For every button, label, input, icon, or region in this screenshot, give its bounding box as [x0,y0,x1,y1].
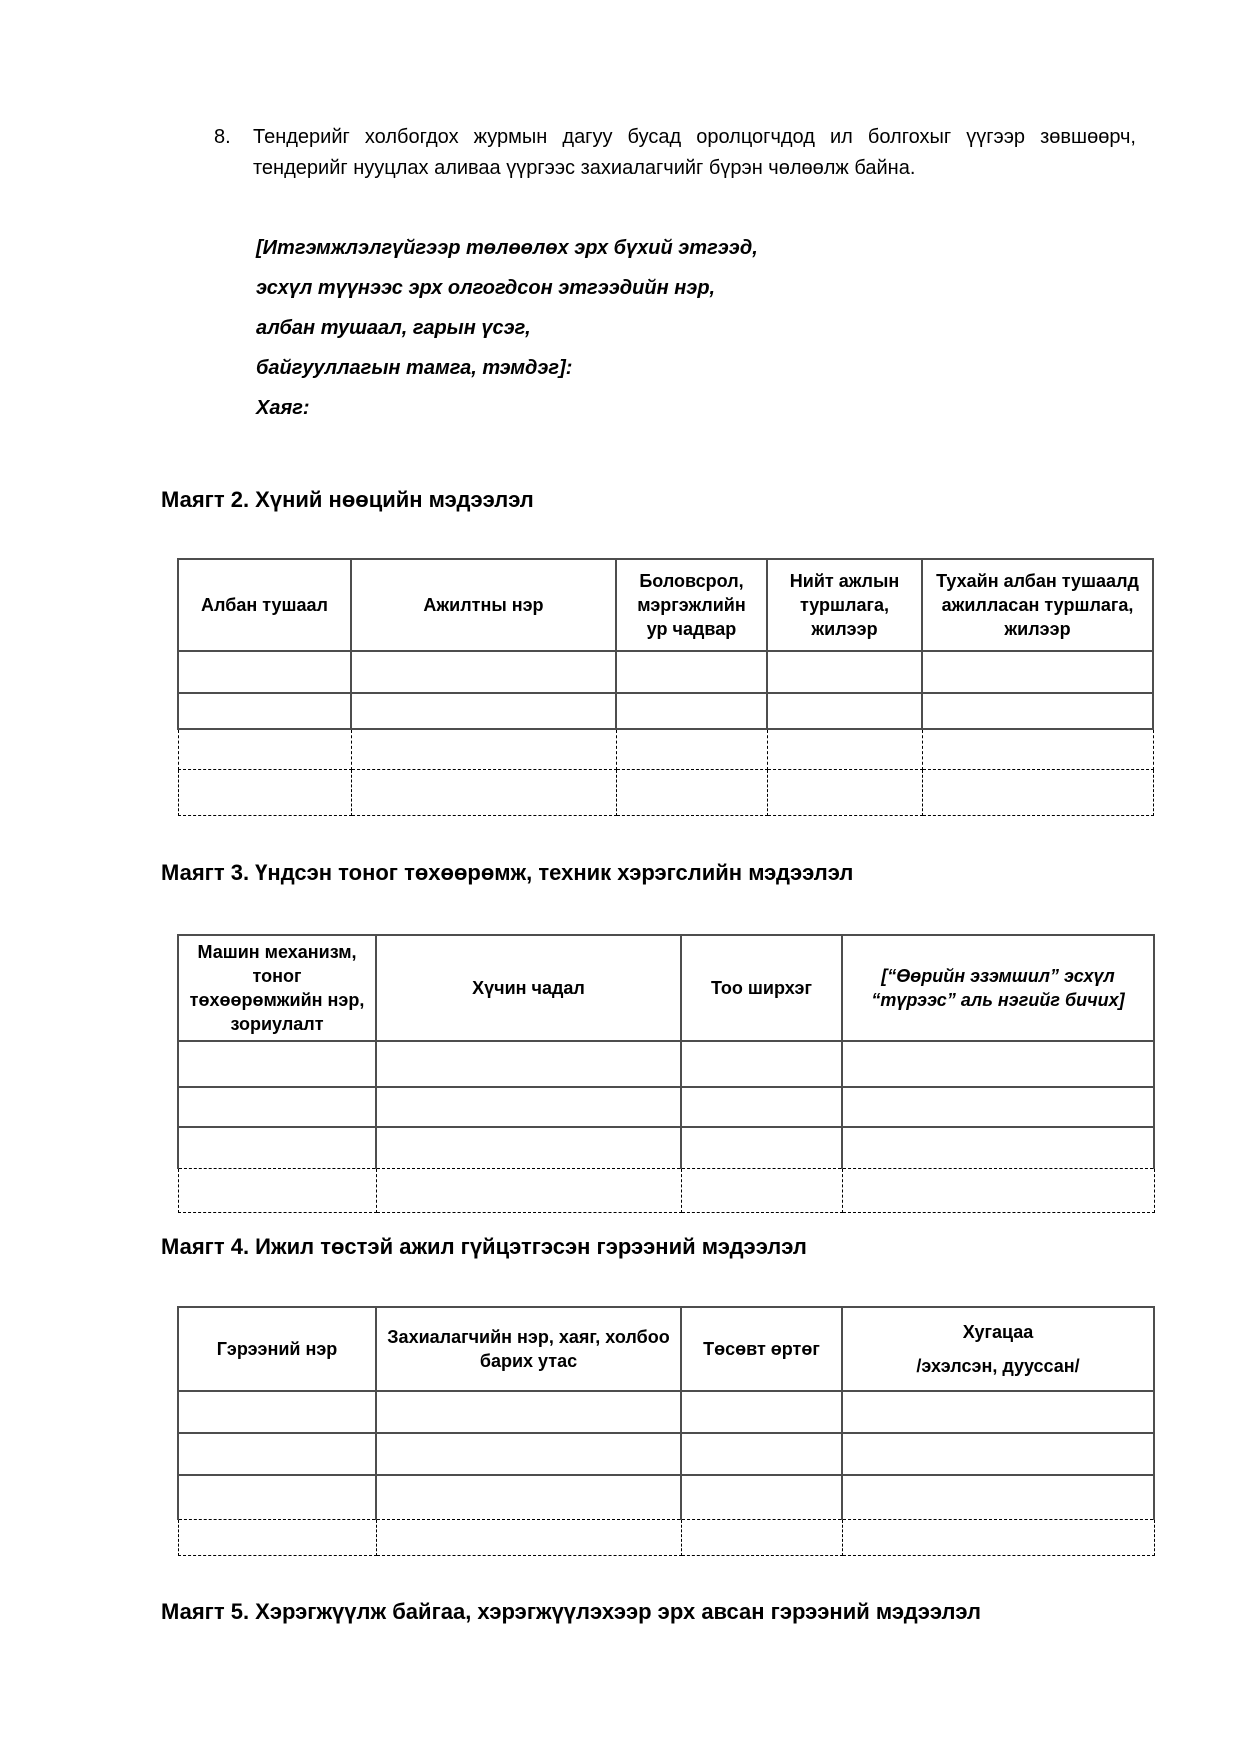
form3-header-capacity: Хүчин чадал [376,935,681,1041]
form2-empty-row [178,651,1153,693]
empty-cell [376,1475,681,1519]
empty-cell [178,729,351,769]
empty-cell [922,651,1153,693]
form3-header-ownership: [“Өөрийн эзэмшил” эсхүл “түрээс” аль нэгийг бичих] [842,935,1154,1041]
clause-number: 8. [214,126,231,148]
form2-header-total-experience: Нийт ажлын туршлага, жилээр [767,559,922,651]
empty-cell [842,1127,1154,1168]
empty-cell [178,693,351,729]
empty-cell [376,1391,681,1433]
empty-cell [681,1433,842,1475]
form4-header-contract-name: Гэрээний нэр [178,1307,376,1391]
empty-cell [376,1041,681,1087]
form4-header-duration [842,1307,1154,1391]
form3-empty-row [178,1087,1154,1127]
form4-table [177,1306,1155,1556]
empty-cell [681,1391,842,1433]
empty-cell [842,1391,1154,1433]
empty-cell [681,1127,842,1168]
empty-cell [842,1041,1154,1087]
empty-cell [178,769,351,815]
form4-header-budget: Төсөвт өртөг [681,1307,842,1391]
empty-cell [376,1127,681,1168]
form2-header-education: Боловсрол, мэргэжлийн ур чадвар [616,559,767,651]
form4-empty-row [178,1391,1154,1433]
empty-cell [681,1168,842,1212]
signature-line: эсхүл түүнээс эрх олгогдсон этгээдийн нэр, [256,277,716,299]
form2-header-position: Албан тушаал [178,559,351,651]
empty-cell [767,729,922,769]
empty-cell [681,1041,842,1087]
empty-cell [376,1168,681,1212]
clause-text: Тендерийг холбогдох журмын дагуу бусад оролцогчдод ил болгохыг үүгээр зөвшөөрч, тендерийг нууцлах аливаа үүргээс захиалагчийг бүрэн чөлөөлж байна. [253,126,1136,179]
form4-header-duration-title: Хугацаа [962,1322,1034,1342]
signature-block [256,228,956,428]
empty-cell [842,1087,1154,1127]
form3-table [177,934,1155,1213]
empty-cell [376,1519,681,1555]
form4-header-row [178,1307,1154,1391]
empty-cell [178,1041,376,1087]
empty-cell [178,651,351,693]
empty-cell [767,651,922,693]
empty-cell [351,651,616,693]
empty-cell [922,729,1153,769]
empty-cell [376,1087,681,1127]
heading-form4: Маягт 4. Ижил төстэй ажил гүйцэтгэсэн гэрээний мэдээлэл [161,1234,807,1259]
empty-cell [178,1087,376,1127]
form4-empty-row-dashed [178,1519,1154,1555]
form2-empty-row [178,693,1153,729]
empty-cell [178,1391,376,1433]
heading-form5: Маягт 5. Хэрэгжүүлж байгаа, хэрэгжүүлэхээр эрх авсан гэрээний мэдээлэл [161,1599,981,1624]
empty-cell [376,1433,681,1475]
empty-cell [767,693,922,729]
empty-cell [922,769,1153,815]
empty-cell [616,693,767,729]
heading-form3: Маягт 3. Үндсэн тоног төхөөрөмж, техник хэрэгслийн мэдээлэл [161,860,854,885]
signature-line: албан тушаал, гарын үсэг, [256,317,531,339]
empty-cell [842,1519,1154,1555]
heading-form2: Маягт 2. Хүний нөөцийн мэдээлэл [161,487,534,512]
form2-header-employee-name: Ажилтны нэр [351,559,616,651]
empty-cell [178,1168,376,1212]
empty-cell [351,729,616,769]
empty-cell [681,1519,842,1555]
form3-header-row [178,935,1154,1041]
empty-cell [351,693,616,729]
empty-cell [178,1519,376,1555]
empty-cell [178,1127,376,1168]
signature-line: [Итгэмжлэлгүйгээр төлөөлөх эрх бүхий этгээд, [256,237,758,259]
form3-header-quantity: Тоо ширхэг [681,935,842,1041]
form2-empty-row-dashed [178,729,1153,769]
form2-table [177,558,1154,816]
signature-line: байгууллагын тамга, тэмдэг]: [256,357,573,379]
form3-empty-row [178,1127,1154,1168]
empty-cell [922,693,1153,729]
empty-cell [616,769,767,815]
form3-header-machine-name: Машин механизм, тоног төхөөрөмжийн нэр, зориулалт [178,935,376,1041]
empty-cell [842,1475,1154,1519]
empty-cell [842,1168,1154,1212]
empty-cell [178,1433,376,1475]
signature-line-address: Хаяг: [256,397,310,419]
empty-cell [681,1087,842,1127]
clause-8 [214,122,1136,184]
form4-empty-row [178,1475,1154,1519]
form2-empty-row-dashed [178,769,1153,815]
form2-header-row [178,559,1153,651]
form4-header-client: Захиалагчийн нэр, хаяг, холбоо барих утас [376,1307,681,1391]
form4-header-duration-sub: /эхэлсэн, дууссан/ [916,1356,1080,1376]
empty-cell [351,769,616,815]
empty-cell [767,769,922,815]
empty-cell [616,651,767,693]
empty-cell [616,729,767,769]
empty-cell [842,1433,1154,1475]
form3-empty-row-dashed [178,1168,1154,1212]
form3-empty-row [178,1041,1154,1087]
form2-header-position-experience: Тухайн албан тушаалд ажилласан туршлага, жилээр [922,559,1153,651]
empty-cell [178,1475,376,1519]
form4-empty-row [178,1433,1154,1475]
empty-cell [681,1475,842,1519]
